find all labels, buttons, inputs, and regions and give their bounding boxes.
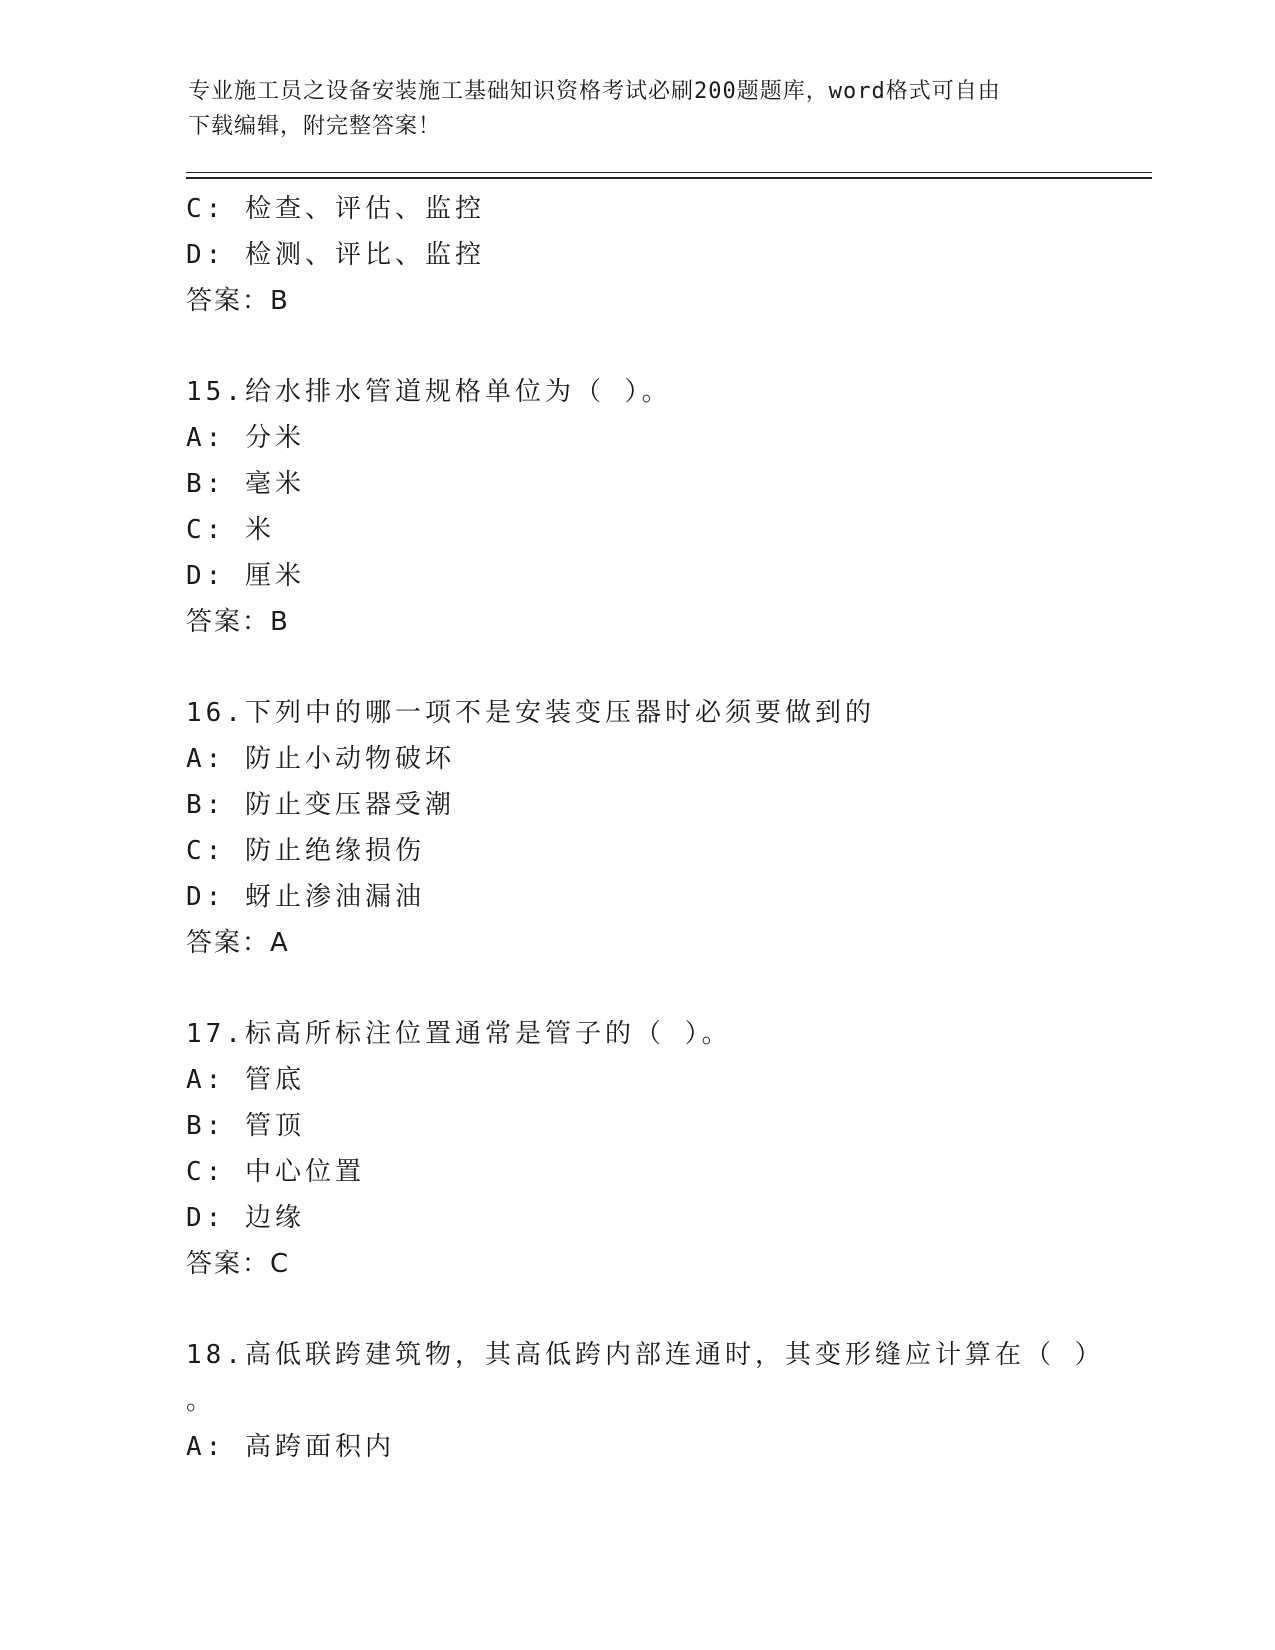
question-text: 16.下列中的哪一项不是安装变压器时必须要做到的 [186, 698, 875, 728]
header-line-2: 下载编辑，附完整答案！ [188, 114, 442, 139]
header-line-1: 专业施工员之设备安装施工基础知识资格考试必刷200题题库，word格式可自由 [188, 79, 1001, 104]
option-d: D: 边缘 [186, 1203, 305, 1233]
spacer [186, 324, 1126, 369]
option-a: A: 高跨面积内 [186, 1432, 395, 1462]
question-block-17 [186, 1011, 1126, 1287]
question-block-15 [186, 369, 1126, 645]
question-block-18 [186, 1332, 1126, 1470]
answer-label: 答案：B [186, 286, 290, 316]
question-text: 15.给水排水管道规格单位为（ ）。 [186, 377, 672, 407]
option-d: D: 蚜止渗油漏油 [186, 882, 425, 912]
document-header [188, 74, 1068, 144]
option-b: B: 毫米 [186, 469, 305, 499]
option-c: C: 米 [186, 515, 275, 545]
option-a: A: 分米 [186, 423, 305, 453]
question-text: 18.高低联跨建筑物，其高低跨内部连通时，其变形缝应计算在（ ） [186, 1340, 1105, 1370]
option-a: A: 管底 [186, 1065, 305, 1095]
answer-label: 答案：B [186, 607, 290, 637]
question-list [186, 186, 1126, 1470]
answer-label: 答案：A [186, 928, 290, 958]
spacer [186, 1287, 1126, 1332]
option-b: B: 防止变压器受潮 [186, 790, 455, 820]
header-rule-thin [186, 172, 1152, 173]
option-c: C: 防止绝缘损伤 [186, 836, 425, 866]
header-rule-thick [186, 177, 1152, 179]
option-d: D: 厘米 [186, 561, 305, 591]
option-d: D: 检测、评比、监控 [186, 240, 485, 270]
question-text-continuation: 。 [186, 1386, 213, 1416]
question-text: 17.标高所标注位置通常是管子的（ ）。 [186, 1019, 732, 1049]
spacer [186, 966, 1126, 1011]
question-block-14 [186, 186, 1126, 324]
option-a: A: 防止小动物破坏 [186, 744, 455, 774]
option-b: B: 管顶 [186, 1111, 305, 1141]
answer-label: 答案：C [186, 1249, 291, 1279]
option-c: C: 中心位置 [186, 1157, 365, 1187]
option-c: C: 检查、评估、监控 [186, 194, 485, 224]
spacer [186, 645, 1126, 690]
question-block-16 [186, 690, 1126, 966]
